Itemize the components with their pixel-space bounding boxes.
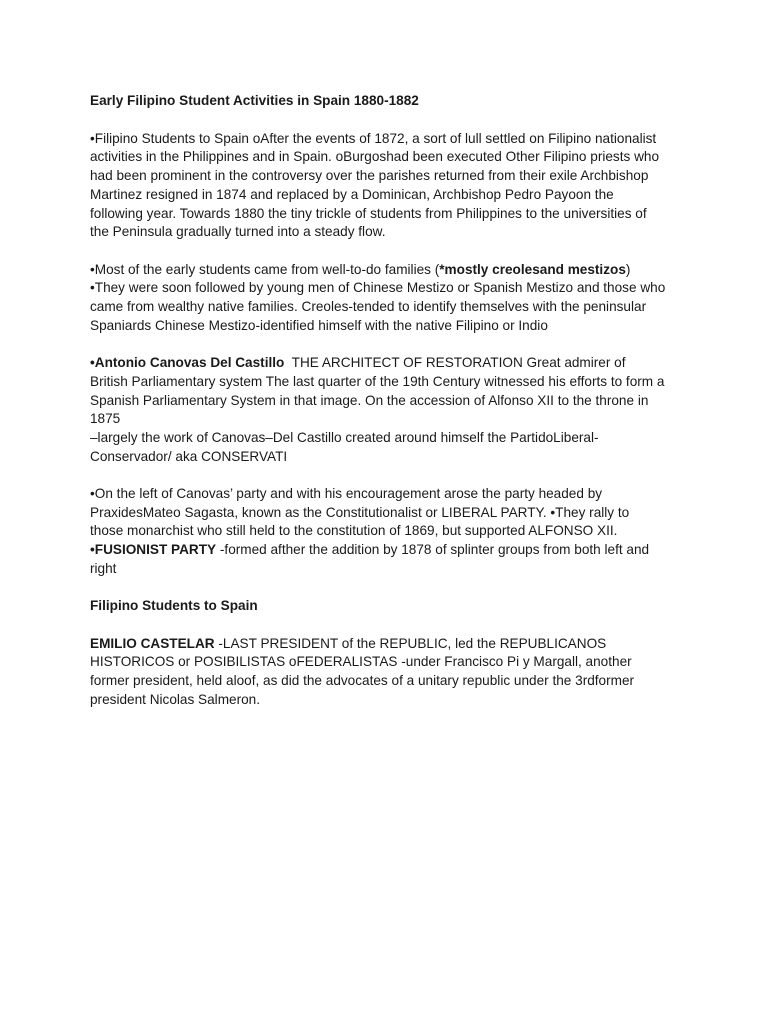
text-line — [90, 354, 688, 373]
bold-text: *mostly creolesand mestizos — [439, 261, 626, 277]
text-line: 1875 — [90, 411, 121, 427]
text-line: –largely the work of Canovas–Del Castillo created around himself the PartidoLiberal- — [90, 429, 599, 445]
text-line: following year. Towards 1880 the tiny trickle of students from Philippines to the universities of — [90, 205, 647, 221]
text-line: activities in the Philippines and in Spain. oBurgoshad been executed Other Filipino priests who — [90, 149, 660, 165]
section-heading — [90, 597, 688, 616]
bold-text: •FUSIONIST PARTY — [90, 542, 217, 558]
bold-text: EMILIO CASTELAR — [90, 635, 215, 651]
text-segment: •Most of the early students came from well-to-do families ( — [90, 261, 440, 277]
text-line: British Parliamentary system The last quarter of the 19th Century witnessed his efforts to form a — [90, 373, 665, 389]
text-segment: ) — [625, 261, 631, 277]
text-line: Conservador/ aka CONSERVATI — [90, 448, 288, 464]
paragraph-castelar — [90, 635, 688, 710]
text-line — [90, 261, 688, 280]
text-line: PraxidesMateo Sagasta, known as the Constitutionalist or LIBERAL PARTY. •They rally to — [90, 504, 630, 520]
text-line: •Filipino Students to Spain oAfter the events of 1872, a sort of lull settled on Filipino nationalist — [90, 130, 657, 146]
bold-text: •Antonio Canovas Del Castillo — [90, 355, 285, 371]
text-line: Spaniards Chinese Mestizo-identified himself with the native Filipino or Indio — [90, 317, 548, 333]
text-line: president Nicolas Salmeron. — [90, 691, 261, 707]
text-line: HISTORICOS or POSIBILISTAS oFEDERALISTAS -under Francisco Pi y Margall, another — [90, 654, 632, 670]
text-line: Spanish Parliamentary System in that image. On the accession of Alfonso XII to the throne in — [90, 392, 649, 408]
paragraph-canovas — [90, 354, 688, 466]
text-line: former president, held aloof, as did the advocates of a unitary republic under the 3rdformer — [90, 673, 635, 689]
bold-text: Filipino Students to Spain — [90, 598, 258, 614]
text-line: the Peninsula gradually turned into a steady flow. — [90, 224, 386, 240]
paragraph-sagasta — [90, 485, 688, 579]
text-segment: THE ARCHITECT OF RESTORATION Great admirer of — [284, 355, 626, 371]
text-line — [90, 635, 688, 654]
paragraph-early-students — [90, 261, 688, 336]
text-line: had been prominent in the controversy over the parishes returned from their exile Archbishop — [90, 168, 649, 184]
text-line: •They were soon followed by young men of Chinese Mestizo or Spanish Mestizo and those who — [90, 280, 666, 296]
text-segment: -LAST PRESIDENT of the REPUBLIC, led the REPUBLICANOS — [214, 635, 607, 651]
paragraph-filipino-students — [90, 130, 688, 242]
text-line: right — [90, 560, 117, 576]
text-segment: -formed afther the addition by 1878 of splinter groups from both left and — [216, 542, 650, 558]
document-title: Early Filipino Student Activities in Spain 1880-1882 — [90, 93, 419, 108]
text-line: those monarchist who still held to the constitution of 1869, but supported ALFONSO XII. — [90, 523, 618, 539]
text-line — [90, 541, 688, 560]
text-line: came from wealthy native families. Creoles-tended to identify themselves with the peninsular — [90, 299, 647, 315]
text-line: Martinez resigned in 1874 and replaced by a Dominican, Archbishop Pedro Payoon the — [90, 186, 614, 202]
text-line: •On the left of Canovas’ party and with his encouragement arose the party headed by — [90, 486, 603, 502]
